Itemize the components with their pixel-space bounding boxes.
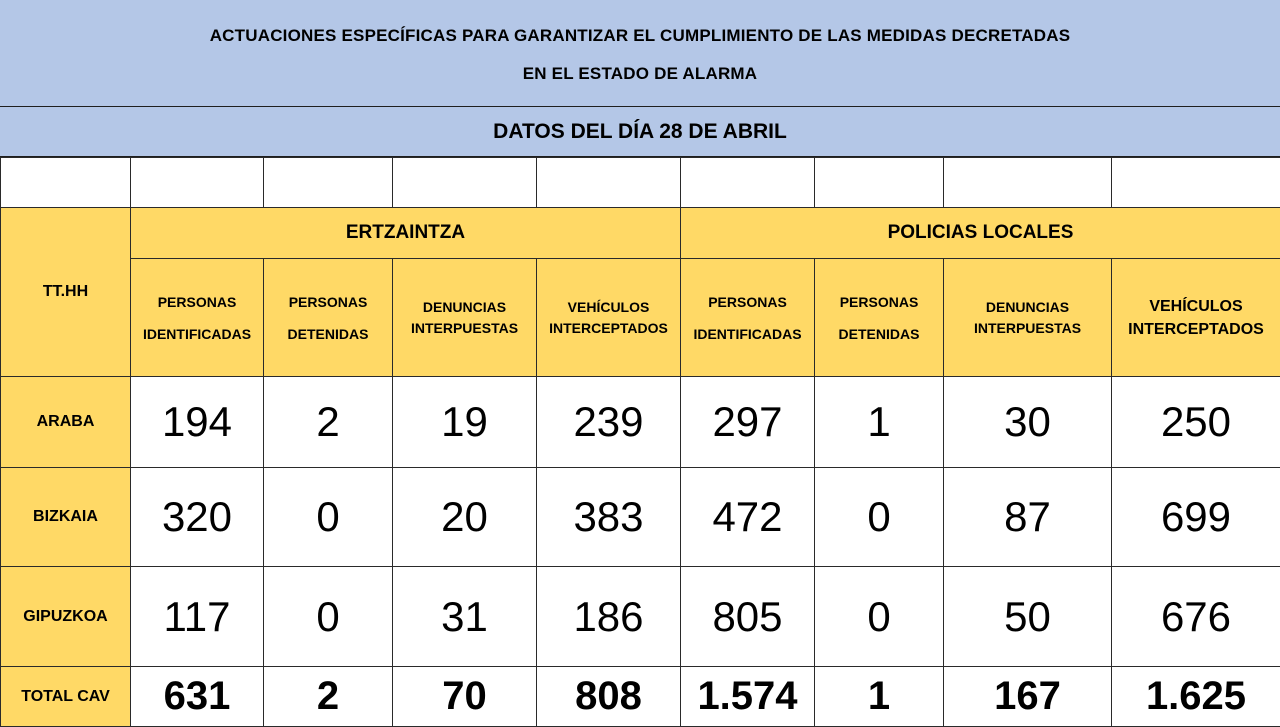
cell-value: 31 xyxy=(393,567,537,667)
col-header-personas-detenidas xyxy=(264,259,393,377)
cell-value: 0 xyxy=(815,468,944,567)
col-header-line: PERSONAS xyxy=(708,294,787,310)
col-header-personas-identificadas xyxy=(131,259,264,377)
report-header xyxy=(0,0,1280,107)
spacer-cell xyxy=(1112,158,1280,208)
col-header-line: PERSONAS xyxy=(840,294,919,310)
cell-value: 186 xyxy=(537,567,681,667)
cell-value: 472 xyxy=(681,468,815,567)
col-header-personas-identificadas xyxy=(681,259,815,377)
col-header-line: INTERPUESTAS xyxy=(974,320,1081,336)
cell-value: 239 xyxy=(537,377,681,468)
col-header-line: PERSONAS xyxy=(289,294,368,310)
cell-value: 699 xyxy=(1112,468,1280,567)
group-policias-locales: POLICIAS LOCALES xyxy=(681,208,1280,259)
total-value: 1.574 xyxy=(681,667,815,727)
col-header-vehiculos-interceptados xyxy=(1112,259,1280,377)
col-header-line: INTERPUESTAS xyxy=(411,320,518,336)
report-date: DATOS DEL DÍA 28 DE ABRIL xyxy=(0,107,1280,157)
row-label: ARABA xyxy=(1,377,131,468)
col-header-line: IDENTIFICADAS xyxy=(143,326,251,342)
total-row xyxy=(1,667,1280,727)
total-value: 1 xyxy=(815,667,944,727)
cell-value: 20 xyxy=(393,468,537,567)
cell-value: 320 xyxy=(131,468,264,567)
cell-value: 50 xyxy=(944,567,1112,667)
total-value: 167 xyxy=(944,667,1112,727)
group-header-row xyxy=(1,208,1280,259)
col-header-personas-detenidas xyxy=(815,259,944,377)
spacer-cell xyxy=(944,158,1112,208)
cell-value: 87 xyxy=(944,468,1112,567)
spacer-cell xyxy=(537,158,681,208)
cell-value: 30 xyxy=(944,377,1112,468)
table-row xyxy=(1,377,1280,468)
row-label: BIZKAIA xyxy=(1,468,131,567)
group-ertzaintza: ERTZAINTZA xyxy=(131,208,681,259)
cell-value: 0 xyxy=(264,468,393,567)
col-header-line: VEHÍCULOS xyxy=(568,299,650,315)
cell-value: 297 xyxy=(681,377,815,468)
total-value: 808 xyxy=(537,667,681,727)
corner-label: TT.HH xyxy=(1,208,131,377)
data-table xyxy=(0,157,1280,727)
row-label: GIPUZKOA xyxy=(1,567,131,667)
total-label: TOTAL CAV xyxy=(1,667,131,727)
report-title-line2: EN EL ESTADO DE ALARMA xyxy=(0,64,1280,84)
cell-value: 19 xyxy=(393,377,537,468)
cell-value: 1 xyxy=(815,377,944,468)
total-value: 70 xyxy=(393,667,537,727)
col-header-denuncias-interpuestas xyxy=(393,259,537,377)
spacer-cell xyxy=(1,158,131,208)
col-header-vehiculos-interceptados xyxy=(537,259,681,377)
cell-value: 383 xyxy=(537,468,681,567)
total-value: 2 xyxy=(264,667,393,727)
cell-value: 2 xyxy=(264,377,393,468)
table-row xyxy=(1,468,1280,567)
col-header-line: DETENIDAS xyxy=(288,326,369,342)
report-title-line1: ACTUACIONES ESPECÍFICAS PARA GARANTIZAR EL CUMPLIMIENTO DE LAS MEDIDAS DECRETADAS xyxy=(0,26,1280,46)
table-row xyxy=(1,567,1280,667)
col-header-line: IDENTIFICADAS xyxy=(693,326,801,342)
col-header-line: DENUNCIAS xyxy=(986,299,1069,315)
cell-value: 250 xyxy=(1112,377,1280,468)
col-header-line: PERSONAS xyxy=(158,294,237,310)
total-value: 1.625 xyxy=(1112,667,1280,727)
spacer-cell xyxy=(681,158,815,208)
col-header-denuncias-interpuestas xyxy=(944,259,1112,377)
col-header-line: INTERCEPTADOS xyxy=(1128,321,1264,338)
column-header-row xyxy=(1,259,1280,377)
col-header-line: VEHÍCULOS xyxy=(1149,298,1242,315)
cell-value: 676 xyxy=(1112,567,1280,667)
cell-value: 117 xyxy=(131,567,264,667)
cell-value: 0 xyxy=(815,567,944,667)
spacer-cell xyxy=(815,158,944,208)
cell-value: 0 xyxy=(264,567,393,667)
spacer-row xyxy=(1,158,1280,208)
total-value: 631 xyxy=(131,667,264,727)
cell-value: 194 xyxy=(131,377,264,468)
spacer-cell xyxy=(264,158,393,208)
col-header-line: DETENIDAS xyxy=(839,326,920,342)
spacer-cell xyxy=(393,158,537,208)
cell-value: 805 xyxy=(681,567,815,667)
spacer-cell xyxy=(131,158,264,208)
col-header-line: DENUNCIAS xyxy=(423,299,506,315)
col-header-line: INTERCEPTADOS xyxy=(549,320,668,336)
